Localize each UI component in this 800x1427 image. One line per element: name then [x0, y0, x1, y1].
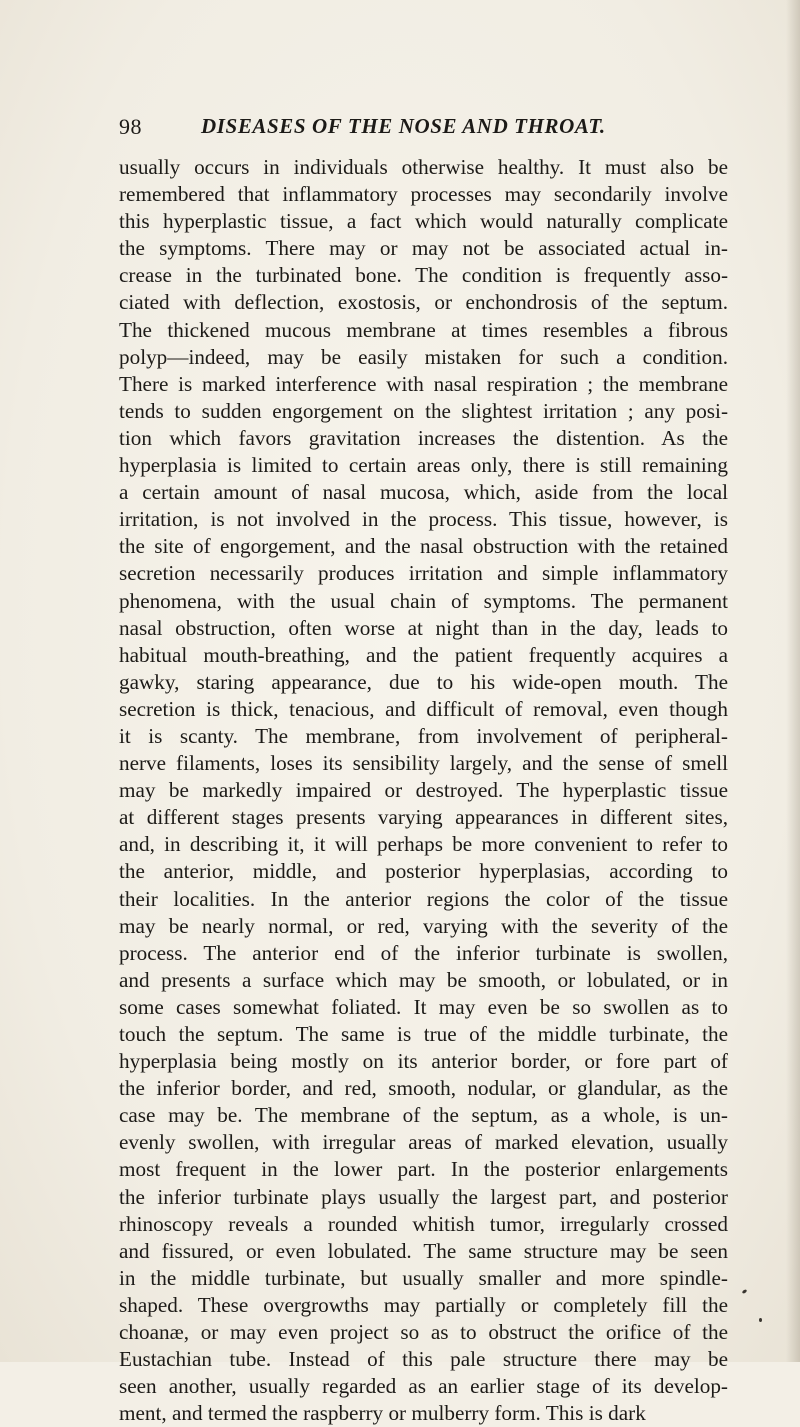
text-line: nasal obstruction, often worse at night than in the day, leads to — [119, 615, 728, 640]
text-line: ciated with deflection, exostosis, or enchondrosis of the septum. — [119, 290, 728, 315]
text-line: may be nearly normal, or red, varying with the severity of the — [119, 913, 728, 938]
text-line: and fissured, or even lobulated. The same structure may be seen — [119, 1238, 728, 1263]
text-line: tends to sudden engorgement on the slightest irritation ; any posi- — [119, 398, 728, 423]
text-line: The thickened mucous membrane at times resembles a fibrous — [119, 317, 728, 342]
paper-speck — [759, 1318, 762, 1322]
text-line: secretion necessarily produces irritation and simple inflammatory — [119, 561, 728, 586]
text-line: the anterior, middle, and posterior hyperplasias, according to — [119, 859, 728, 884]
text-line: habitual mouth-breathing, and the patient frequently acquires a — [119, 642, 728, 667]
text-line: some cases somewhat foliated. It may even be so swollen as to — [119, 994, 728, 1019]
text-line: case may be. The membrane of the septum, as a whole, is un- — [119, 1103, 728, 1128]
text-line: seen another, usually regarded as an earlier stage of its develop- — [119, 1374, 728, 1399]
text-line: a certain amount of nasal mucosa, which, aside from the local — [119, 480, 728, 505]
text-line: shaped. These overgrowths may partially or completely fill the — [119, 1292, 728, 1317]
text-line: may be markedly impaired or destroyed. The hyperplastic tissue — [119, 778, 728, 803]
text-line: irritation, is not involved in the process. This tissue, however, is — [119, 507, 728, 532]
text-line: rhinoscopy reveals a rounded whitish tumor, irregularly crossed — [119, 1211, 728, 1236]
text-line: usually occurs in individuals otherwise healthy. It must also be — [119, 155, 728, 179]
text-line: phenomena, with the usual chain of symptoms. The permanent — [119, 588, 728, 613]
text-line: polyp—indeed, may be easily mistaken for such a condition. — [119, 344, 728, 369]
text-line: and presents a surface which may be smooth, or lobulated, or in — [119, 967, 728, 992]
text-line: hyperplasia being mostly on its anterior border, or fore part of — [119, 1049, 728, 1074]
page-header — [119, 114, 719, 140]
text-line: process. The anterior end of the inferior turbinate is swollen, — [119, 940, 728, 965]
text-line: nerve filaments, loses its sensibility largely, and the sense of smell — [119, 751, 728, 776]
running-head: DISEASES OF THE NOSE AND THROAT. — [201, 114, 606, 138]
page-edge-shadow — [786, 0, 800, 1362]
text-line: the site of engorgement, and the nasal obstruction with the retained — [119, 534, 728, 559]
text-line: evenly swollen, with irregular areas of marked elevation, usually — [119, 1130, 728, 1155]
text-line: gawky, staring appearance, due to his wide-open mouth. The — [119, 669, 728, 694]
text-line: the symptoms. There may or may not be associated actual in- — [119, 236, 728, 261]
text-line: Eustachian tube. Instead of this pale structure there may be — [119, 1347, 728, 1372]
body-text — [119, 154, 728, 1427]
text-line: hyperplasia is limited to certain areas only, there is still remaining — [119, 453, 728, 478]
text-line: most frequent in the lower part. In the posterior enlargements — [119, 1157, 728, 1182]
text-line: the inferior turbinate plays usually the largest part, and posterior — [119, 1184, 728, 1209]
text-line: in the middle turbinate, but usually smaller and more spindle- — [119, 1265, 728, 1290]
text-line: tion which favors gravitation increases the distention. As the — [119, 425, 728, 450]
text-line: at different stages presents varying appearances in different sites, — [119, 805, 728, 830]
paper-speck — [742, 1289, 748, 1294]
text-line: secretion is thick, tenacious, and difficult of removal, even though — [119, 696, 728, 721]
text-line: choanæ, or may even project so as to obstruct the orifice of the — [119, 1320, 728, 1345]
text-line: touch the septum. The same is true of the middle turbinate, the — [119, 1022, 728, 1046]
text-line: ment, and termed the raspberry or mulberry form. This is dark — [119, 1401, 646, 1426]
text-line: it is scanty. The membrane, from involvement of peripheral- — [119, 723, 728, 748]
page-number: 98 — [119, 114, 142, 139]
text-line: There is marked interference with nasal respiration ; the membrane — [119, 371, 728, 396]
text-line: and, in describing it, it will perhaps be more convenient to refer to — [119, 832, 728, 857]
text-line: crease in the turbinated bone. The condition is frequently asso- — [119, 263, 728, 288]
text-line: this hyperplastic tissue, a fact which would naturally complicate — [119, 209, 728, 234]
text-line: the inferior border, and red, smooth, nodular, or glandular, as the — [119, 1076, 728, 1101]
text-line: their localities. In the anterior regions the color of the tissue — [119, 886, 728, 911]
text-line: remembered that inflammatory processes may secondarily involve — [119, 182, 728, 207]
